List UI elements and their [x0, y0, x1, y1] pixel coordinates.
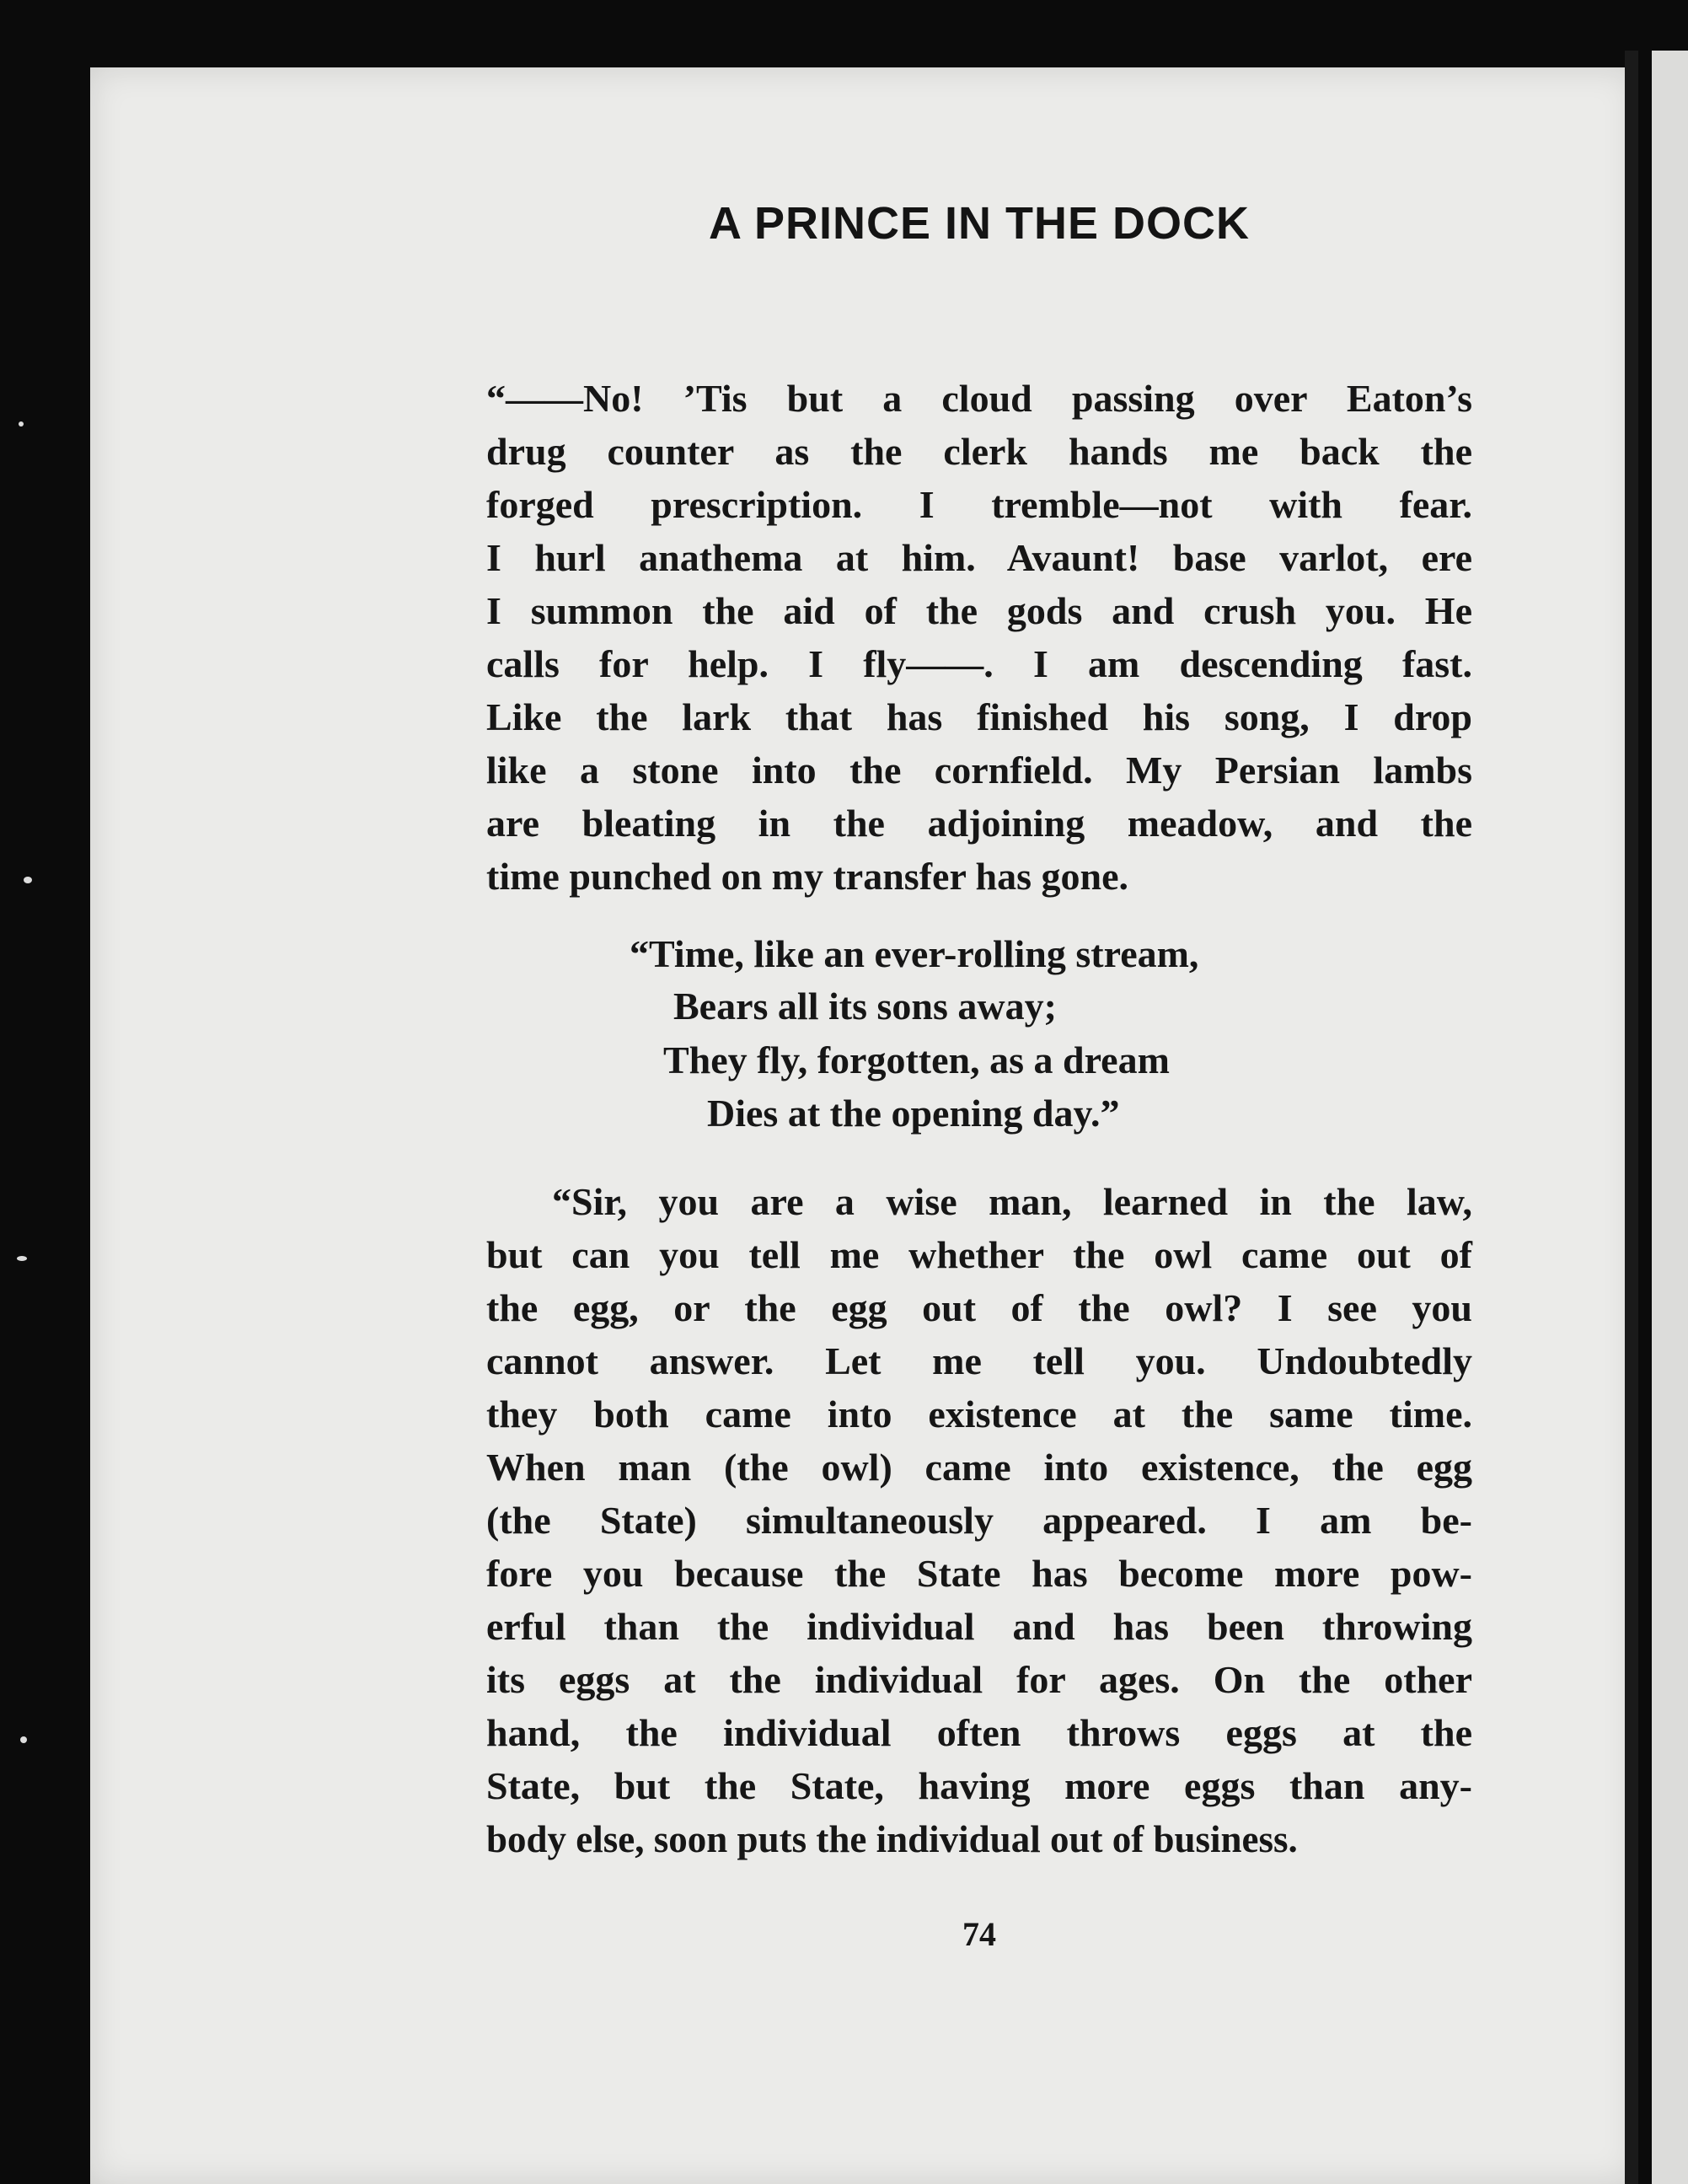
- text-line: its eggs at the individual for ages. On the other: [486, 1658, 1472, 1701]
- verse-line: They fly, forgotten, as a dream: [663, 1038, 1170, 1081]
- text-line: When man (the owl) came into existence, the egg: [486, 1446, 1472, 1489]
- verse-line: Dies at the opening day.”: [707, 1092, 1120, 1135]
- text-line: State, but the State, having more eggs than any-: [486, 1764, 1472, 1807]
- text-line: erful than the individual and has been throwing: [486, 1605, 1472, 1648]
- text-line: are bleating in the adjoining meadow, and the: [486, 802, 1472, 845]
- text-line: they both came into existence at the same time.: [486, 1393, 1472, 1435]
- text-line: drug counter as the clerk hands me back the: [486, 430, 1472, 473]
- text-line: I summon the aid of the gods and crush you. He: [486, 589, 1472, 632]
- text-line: Like the lark that has finished his song, I drop: [486, 695, 1472, 738]
- verse-line: “Time, like an ever-rolling stream,: [630, 932, 1199, 975]
- text-line: body else, soon puts the individual out of business.: [486, 1818, 1298, 1860]
- text-line: fore you because the State has become more pow-: [486, 1552, 1472, 1595]
- text-line: time punched on my transfer has gone.: [486, 855, 1129, 898]
- page-gutter-shadow: [1625, 51, 1638, 2184]
- scan-speck: [24, 877, 32, 883]
- text-line: hand, the individual often throws eggs at the: [486, 1711, 1472, 1754]
- scan-speck: [17, 1256, 27, 1261]
- text-line: calls for help. I fly——. I am descending fast.: [486, 642, 1472, 685]
- adjacent-page-edge: [1652, 51, 1688, 2184]
- scan-speck: [19, 421, 24, 427]
- text-line: like a stone into the cornfield. My Persian lambs: [486, 749, 1472, 791]
- text-line: cannot answer. Let me tell you. Undoubtedly: [486, 1339, 1472, 1382]
- running-head: A PRINCE IN THE DOCK: [708, 198, 1251, 249]
- text-line: I hurl anathema at him. Avaunt! base varlot, ere: [486, 536, 1472, 579]
- text-line: “Sir, you are a wise man, learned in the law,: [552, 1180, 1472, 1223]
- verse-line: Bears all its sons away;: [673, 985, 1057, 1028]
- text-line: (the State) simultaneously appeared. I am be-: [486, 1499, 1472, 1542]
- page-number: 74: [962, 1915, 996, 1953]
- text-line: the egg, or the egg out of the owl? I see you: [486, 1286, 1472, 1329]
- text-line: “——No! ’Tis but a cloud passing over Eaton’s: [486, 377, 1472, 420]
- text-line: but can you tell me whether the owl came out of: [486, 1233, 1472, 1276]
- scan-speck: [20, 1736, 27, 1743]
- text-line: forged prescription. I tremble—not with fear.: [486, 483, 1472, 526]
